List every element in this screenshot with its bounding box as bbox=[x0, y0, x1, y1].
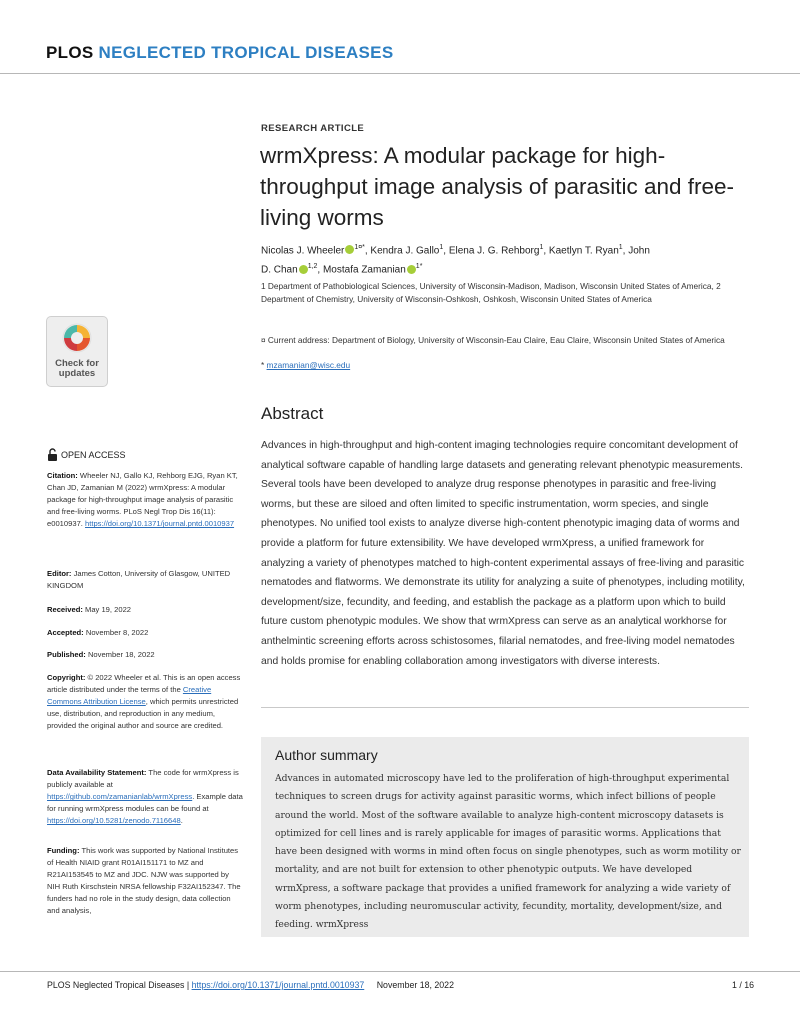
badge-line-1: Check for bbox=[55, 358, 99, 369]
header-divider bbox=[0, 73, 800, 74]
email-marker: * bbox=[261, 360, 267, 370]
author-affiliation-marker: 1* bbox=[415, 263, 423, 271]
funding-label: Funding: bbox=[47, 846, 80, 855]
journal-header bbox=[46, 43, 393, 63]
data-availability-text-3: . bbox=[180, 816, 183, 826]
badge-line-2: updates bbox=[58, 368, 96, 379]
author-name: Nicolas J. Wheeler bbox=[261, 245, 345, 257]
open-access-label bbox=[47, 448, 126, 461]
editor-label: Editor: bbox=[47, 569, 72, 578]
badge-text bbox=[47, 359, 107, 379]
citation-label: Citation: bbox=[47, 471, 78, 480]
publisher-name: PLOS bbox=[46, 43, 94, 62]
author-list bbox=[261, 240, 761, 279]
published-date bbox=[47, 649, 243, 661]
published-label: Published: bbox=[47, 650, 86, 659]
footer-doi-link[interactable]: https://doi.org/10.1371/journal.pntd.0010937 bbox=[191, 980, 365, 990]
author-name: D. Chan bbox=[261, 264, 298, 276]
footer-date: November 18, 2022 bbox=[376, 980, 454, 990]
abstract-heading: Abstract bbox=[261, 404, 324, 423]
footer-separator: | bbox=[184, 980, 192, 990]
author-affiliation-marker: 1¤* bbox=[354, 244, 365, 251]
author-name: , Kaetlyn T. Ryan bbox=[543, 245, 619, 257]
check-for-updates-badge[interactable] bbox=[47, 317, 107, 386]
received-label: Received: bbox=[47, 605, 83, 614]
author-affiliation-marker: 1 bbox=[618, 244, 623, 251]
funding-text: This work was supported by National Institutes of Health NIAID grant R01AI151171 to MZ and R21AI153545 to MZ and JDC. NJW was supported by NIH Ruth Kirschstein NRSA fellowship F32AI152347. The funders had no role in the study design, data collection and analysis, bbox=[47, 846, 241, 916]
license-link[interactable]: Creative Commons Attribution License bbox=[47, 685, 212, 707]
data-availability-block bbox=[47, 767, 243, 827]
published-text: November 18, 2022 bbox=[85, 650, 155, 659]
editor-block bbox=[47, 568, 243, 592]
orcid-icon[interactable] bbox=[299, 265, 308, 274]
page-number: 1 / 16 bbox=[731, 980, 754, 990]
author-summary-heading: Author summary bbox=[275, 747, 378, 763]
zenodo-link[interactable]: https://doi.org/10.5281/zenodo.7116648 bbox=[47, 816, 181, 826]
orcid-icon[interactable] bbox=[345, 245, 354, 254]
copyright-text-end: , which permits unrestricted use, distribution, and reproduction in any medium, provided the original author and source are credited. bbox=[47, 697, 239, 731]
citation-text: Wheeler NJ, Gallo KJ, Rehborg EJG, Ryan KT, Chan JD, Zamanian M (2022) wrmXpress: A modular package for high-throughput image analysis of parasitic and free-living worms. PLoS Negl Trop Dis 16(11): e0010937. bbox=[47, 471, 238, 529]
copyright-block bbox=[47, 672, 243, 732]
current-address: ¤ Current address: Department of Biology, University of Wisconsin-Eau Claire, Eau Claire, Wisconsin United States of America bbox=[261, 335, 725, 345]
accepted-text: November 8, 2022 bbox=[83, 628, 149, 637]
data-availability-label: Data Availability Statement: bbox=[47, 768, 147, 777]
footer-journal: PLOS Neglected Tropical Diseases bbox=[47, 980, 185, 990]
footer-divider bbox=[0, 971, 800, 972]
copyright-text: © 2022 Wheeler et al. This is an open access article distributed under the terms of the bbox=[47, 673, 241, 695]
author-affiliation-marker: 1 bbox=[539, 244, 544, 251]
accepted-date bbox=[47, 627, 243, 639]
author-affiliation-marker: 1 bbox=[439, 244, 444, 251]
abstract-text: Advances in high-throughput and high-content imaging technologies require concomitant development of analytical software capable of handling large datasets and generating relevant phenotypic measurements. Several tools have been developed to analyze drug response phenotypes in parasitic and free-living worms, but these are siloed and often limited to specific instrumentation, worm species, and single phenotypes. No unified tool exists to analyze diverse high-content phenotypic imaging data of worms and provide a platform for future extensibility. We have developed wrmXpress, a unified framework for analyzing a variety of phenotypes matched to high-content experimental assays of free-living and parasitic nematodes and flatworms. We demonstrate its utility for analyzing a suite of phenotypes, including motility, development/size, fecundity, and feeding, and establish the package as a platform upon which to build future custom phenotypic modules. We show that wrmXpress can serve as an analytical workhorse for anthelmintic screening efforts across schistosomes, filarial nematodes, and free-living model nematodes and holds promise for enabling collaboration among investigators with diverse interests. bbox=[261, 440, 745, 667]
author-name: , Elena J. G. Rehborg bbox=[443, 245, 540, 257]
article-title: wrmXpress: A modular package for high-throughput image analysis of parasitic and free-living worms bbox=[260, 143, 735, 230]
data-availability-text-2: . Example data for running wrmXpress modules can be found at bbox=[47, 792, 243, 814]
open-access-text: OPEN ACCESS bbox=[61, 450, 126, 460]
received-text: May 19, 2022 bbox=[82, 605, 132, 614]
author-name: , Mostafa Zamanian bbox=[317, 264, 406, 276]
editor-text: James Cotton, University of Glasgow, UNITED KINGDOM bbox=[47, 569, 231, 591]
corresponding-email bbox=[261, 360, 350, 370]
check-updates-icon bbox=[61, 322, 93, 354]
funding-block bbox=[47, 845, 243, 918]
article-type: RESEARCH ARTICLE bbox=[261, 123, 365, 134]
author-summary-text: Advances in automated microscopy have led to the proliferation of high-throughput experimental techniques to screen drugs for activity against parasitic worms, which infect billions of people around the world. Most of the software available to analyze high-content microscopy datasets is optimized for cell lines and is rarely applicable for images of parasitic worms. Applications that have been designed with worms in mind often focus on single phenotypes, such as worm motility or mortality, and are not built for extension to other phenotypic outputs. We have developed wrmXpress, a software package that provides a unified framework for analyzing a wide variety of worm phenotypes, including neuromuscular activity, fecundity, mortality, development/size, and feeding. wrmXpress bbox=[275, 773, 741, 931]
journal-name: NEGLECTED TROPICAL DISEASES bbox=[98, 43, 394, 62]
author-name: , Kendra J. Gallo bbox=[364, 245, 440, 257]
citation-doi-link[interactable]: https://doi.org/10.1371/journal.pntd.0010937 bbox=[85, 519, 235, 529]
open-lock-icon bbox=[47, 448, 58, 461]
page-footer bbox=[47, 980, 454, 990]
affiliations: 1 Department of Pathobiological Sciences, University of Wisconsin-Madison, Madison, Wisconsin United States of America, 2 Department of Chemistry, University of Wisconsin-Oshkosh, Oshkosh, Wisconsin United States of America bbox=[261, 281, 721, 304]
citation-block bbox=[47, 470, 243, 530]
email-link[interactable]: mzamanian@wisc.edu bbox=[266, 360, 351, 370]
accepted-label: Accepted: bbox=[47, 628, 84, 637]
received-date bbox=[47, 604, 243, 616]
orcid-icon[interactable] bbox=[407, 265, 416, 274]
author-name: , John bbox=[622, 245, 650, 257]
github-link[interactable]: https://github.com/zamanianlab/wrmXpress bbox=[47, 792, 193, 802]
data-availability-text: The code for wrmXpress is publicly available at bbox=[47, 768, 239, 790]
author-affiliation-marker: 1,2 bbox=[307, 263, 318, 271]
copyright-label: Copyright: bbox=[47, 673, 86, 682]
abstract-divider bbox=[261, 707, 749, 708]
